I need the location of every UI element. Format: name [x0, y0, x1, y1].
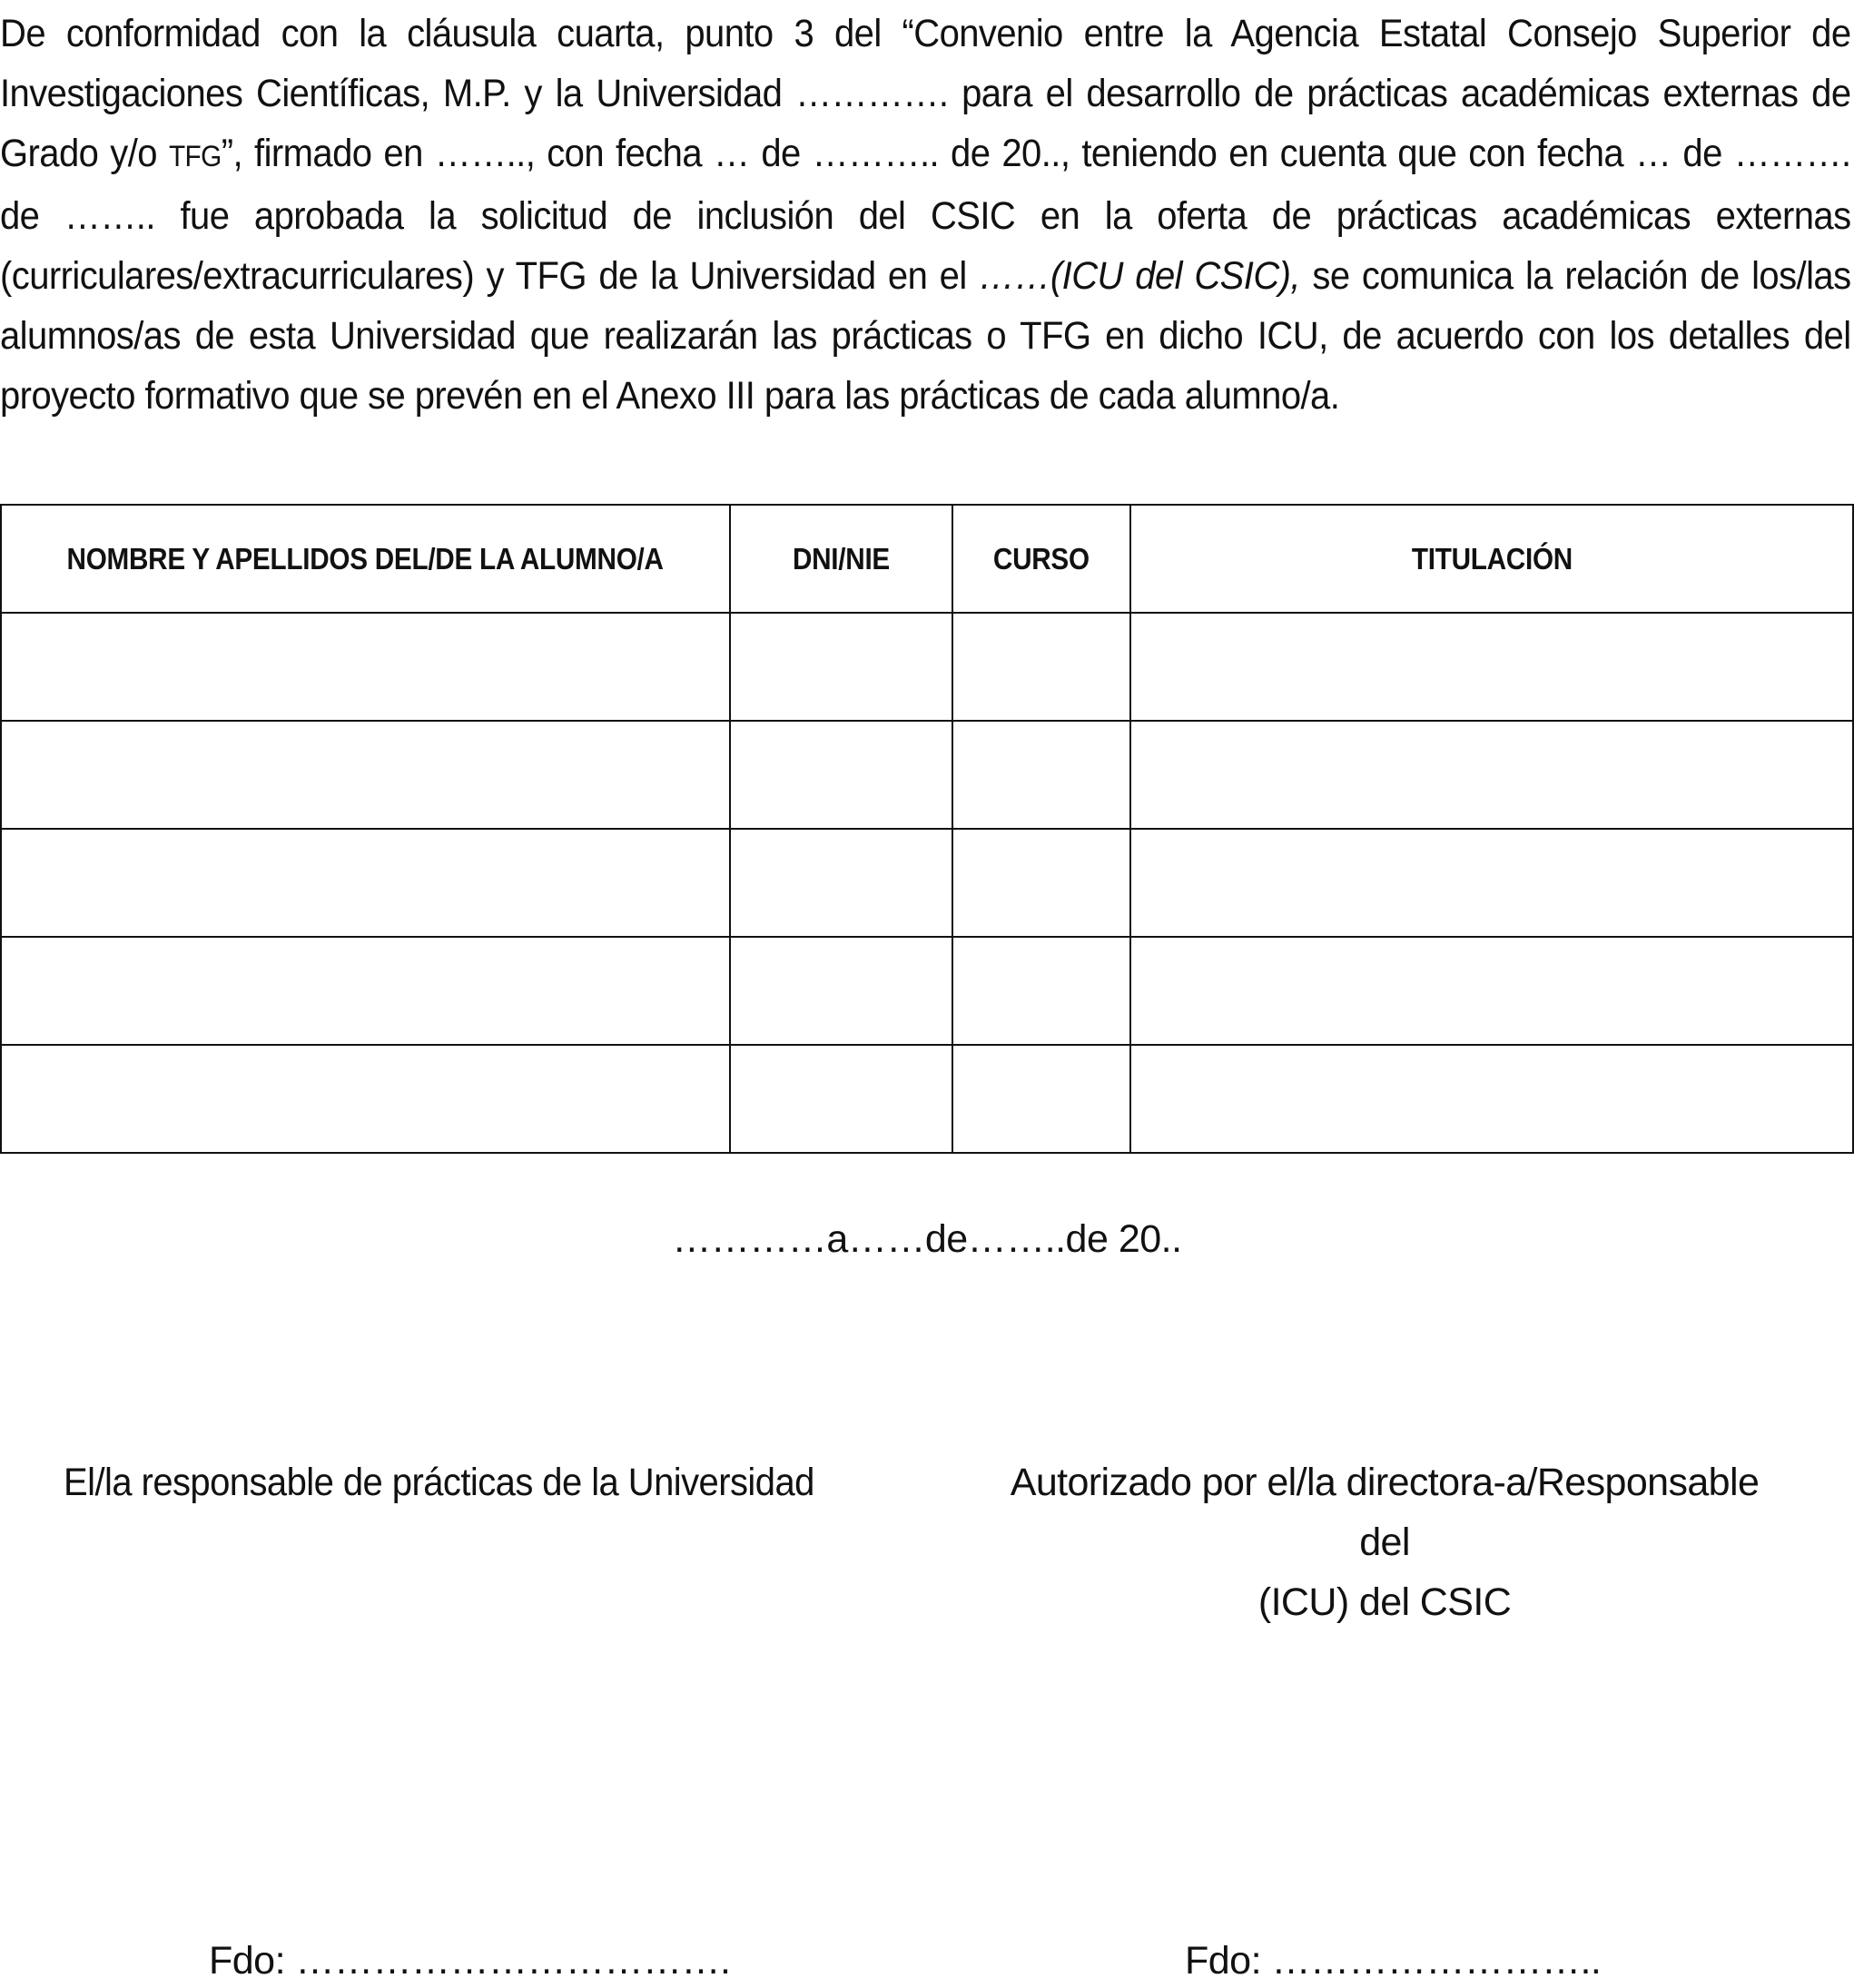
cell-curso[interactable]: [952, 1045, 1130, 1153]
cell-titulacion[interactable]: [1130, 613, 1853, 721]
cell-titulacion[interactable]: [1130, 829, 1853, 937]
intro-paragraph: [0, 4, 1851, 426]
table-row: [1, 1045, 1853, 1153]
signature-label-csic-line1: Autorizado por el/la directora-a/Responsable del: [1010, 1461, 1760, 1564]
cell-curso[interactable]: [952, 721, 1130, 829]
intro-text-part2: ”, firmado en …….., con fecha … de ……….. de 20.., teniendo en cuenta que con fecha … de ………. de …….. fue aprobada la solicitud de inclusión del CSIC en la oferta de prácticas académicas externas (curriculares/extracurriculares) y TFG de la Universidad en el: [0, 132, 1851, 298]
signature-label-university: El/la responsable de prácticas de la Universidad: [64, 1461, 814, 1504]
cell-dni[interactable]: [730, 829, 952, 937]
date-line: …………a……de……..de 20..: [672, 1217, 1182, 1261]
cell-titulacion[interactable]: [1130, 1045, 1853, 1153]
cell-curso[interactable]: [952, 613, 1130, 721]
cell-name[interactable]: [1, 1045, 730, 1153]
intro-tfg-smallcaps: TFG: [168, 140, 222, 172]
students-table: [0, 504, 1854, 1154]
cell-titulacion[interactable]: [1130, 937, 1853, 1045]
cell-name[interactable]: [1, 613, 730, 721]
intro-icu-italic: ……(ICU del CSIC),: [979, 254, 1300, 298]
signature-label-csic: [981, 1452, 1789, 1632]
header-titulacion: TITULACIÓN: [1130, 505, 1853, 613]
signature-label-csic-line2: (ICU) del CSIC: [1257, 1580, 1512, 1624]
cell-dni[interactable]: [730, 721, 952, 829]
table-row: [1, 721, 1853, 829]
cell-name[interactable]: [1, 721, 730, 829]
intro-text-part1: De conformidad con la cláusula cuarta, punto 3 del “Convenio entre la Agencia Estatal Consejo Superior de Investigaciones Científicas, M.P. y la Universidad …………. para el desarrollo de prácticas académicas externas de Grado y/o: [0, 12, 1851, 175]
table-row: [1, 613, 1853, 721]
cell-name[interactable]: [1, 829, 730, 937]
header-curso: CURSO: [952, 505, 1130, 613]
header-name: NOMBRE Y APELLIDOS DEL/DE LA ALUMNO/A: [1, 505, 730, 613]
cell-name[interactable]: [1, 937, 730, 1045]
cell-dni[interactable]: [730, 937, 952, 1045]
cell-dni[interactable]: [730, 613, 952, 721]
header-dni: DNI/NIE: [730, 505, 952, 613]
cell-titulacion[interactable]: [1130, 721, 1853, 829]
table-row: [1, 937, 1853, 1045]
cell-dni[interactable]: [730, 1045, 952, 1153]
cell-curso[interactable]: [952, 937, 1130, 1045]
signature-fdo-csic: Fdo: ……………………..: [1185, 1939, 1602, 1983]
signature-fdo-university: Fdo: …………………………….: [209, 1939, 731, 1983]
table-row: [1, 829, 1853, 937]
cell-curso[interactable]: [952, 829, 1130, 937]
table-header-row: [1, 505, 1853, 613]
intro-text-part3: se comunica la relación de los/las alumnos/as de esta Universidad que realizarán las prácticas o TFG en dicho ICU, de acuerdo con los detalles del proyecto formativo que se prevén en el Anexo III para las prácticas de cada alumno/a.: [0, 254, 1851, 418]
